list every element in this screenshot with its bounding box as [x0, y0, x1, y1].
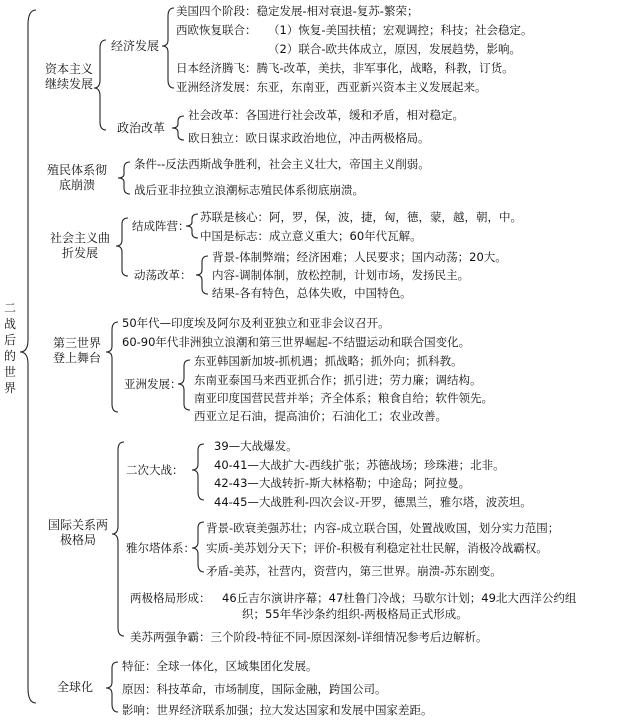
- asia-line2: 东南亚泰国马来西亚抓合作；抓引进；劳力廉；调结构。: [194, 373, 482, 387]
- globalization-title: 全球化: [56, 680, 93, 694]
- capitalism-title: 资本主义继续发展: [44, 62, 93, 91]
- colonial-africa: 战后亚非拉独立浪潮标志殖民体系彻底崩溃。: [134, 183, 364, 197]
- root-brace: [20, 10, 36, 703]
- asia-line4: 西亚立足石油，提高油价；石油化工；农业改善。: [194, 409, 447, 423]
- turmoil-line1: 背景-体制弊端；经济困难；人民要求；国内动荡；20大。: [212, 250, 507, 264]
- turmoil-label: 动荡改革：: [134, 268, 192, 282]
- economy-us: 美国四个阶段：稳定发展-相对衰退-复苏-繁荣；: [176, 4, 419, 18]
- third-world-50s: 50年代—印度埃及阿尔及利亚独立和亚非会议召开。: [122, 316, 390, 330]
- colonial-title: 殖民体系彻底崩溃: [46, 163, 107, 192]
- colonial-cond: 条件--反法西斯战争胜利，社会主义壮大，帝国主义削弱。: [134, 157, 430, 171]
- camp-label: 结成阵营：: [132, 219, 190, 233]
- asia-line3: 南亚印度国营民营并举；齐全体系；粮食自给；软件领先。: [194, 391, 493, 405]
- intl-brace: [112, 442, 124, 636]
- ww2-label: 二次大战：: [126, 463, 184, 477]
- bipolar-label: 两极格局形成：: [130, 591, 211, 605]
- ww2-l4: 44-45—大战胜利-四次会议-开罗，德黑兰，雅尔塔，波茨坦。: [214, 495, 532, 509]
- globalization-brace: [106, 662, 118, 712]
- yalta-l1: 背景-欧衰美强苏壮；内容-成立联合国，处置战败国，划分实力范围；: [206, 521, 560, 535]
- asia-label: 亚洲发展：: [124, 377, 182, 391]
- economy-japan: 日本经济腾飞：腾飞-改革，美扶，非军事化，战略，科教，订货。: [176, 61, 514, 75]
- economy-we-title: 西欧恢复联合：: [176, 23, 257, 37]
- politics-eu-jp: 欧日独立：欧日谋求政治地位，冲击两极格局。: [188, 131, 430, 145]
- turmoil-line3: 结果-各有特色，总体失败，中国特色。: [212, 286, 412, 300]
- economy-we-1: （1）恢复-美国扶植；宏观调控；科技；社会稳定。: [268, 23, 533, 37]
- yalta-label: 雅尔塔体系：: [126, 541, 195, 555]
- economy-we-2: （2）联合-欧共体成立，原因，发展趋势，影响。: [268, 42, 521, 56]
- bipolar-l1: 46丘吉尔演讲序幕；47杜鲁门冷战；马歇尔计划；49北大西洋公约组: [222, 591, 577, 605]
- root-title: 二战后的世界: [3, 301, 16, 395]
- globalization-feature: 特征：全球一体化，区域集团化发展。: [122, 659, 318, 673]
- socialism-title: 社会主义曲折发展: [49, 231, 110, 260]
- globalization-cause: 原因：科技革命，市场制度，国际金融，跨国公司。: [122, 682, 387, 696]
- intl-title: 国际关系两极格局: [47, 518, 108, 547]
- turmoil-brace: [196, 256, 208, 294]
- rivalry: 美苏两强争霸：三个阶段-特征不同-原因深刻-详细情况参考后边解析。: [130, 630, 488, 644]
- third-world-6090: 60-90年代非洲独立浪潮和第三世界崛起-不结盟运动和联合国变化。: [122, 335, 471, 349]
- yalta-l3: 矛盾-美苏，社营内，资营内，第三世界。崩溃-苏东剧变。: [206, 564, 502, 578]
- socialism-brace: [116, 218, 128, 276]
- economy-asia: 亚洲经济发展：东亚，东南亚，西亚新兴资本主义发展起来。: [176, 80, 487, 94]
- politics-label: 政治改革: [116, 121, 165, 135]
- asia-line1: 东亚韩国新加坡-抓机遇；抓战略；抓外向；抓科教。: [194, 354, 463, 368]
- ww2-brace: [192, 444, 204, 500]
- third-world-title: 第三世界登上舞台: [52, 336, 101, 365]
- capitalism-brace: [94, 40, 106, 130]
- ww2-l2: 40-41—大战扩大-西线扩张；苏德战场；珍珠港；北非。: [214, 458, 505, 472]
- camp-line2: 中国是标志：成立意义重大；60年代瓦解。: [200, 229, 422, 243]
- turmoil-line2: 内容-调制体制，放松控制，计划市场，发扬民主。: [212, 268, 470, 282]
- ww2-l1: 39—大战爆发。: [214, 439, 298, 453]
- third-world-brace: [106, 322, 118, 412]
- bipolar-l2: 织；55年华沙条约组织-两极格局正式形成。: [242, 607, 468, 621]
- economy-label: 经济发展: [110, 39, 159, 53]
- globalization-impact: 影响：世界经济联系加强；拉大发达国家和发展中国家差距。: [122, 703, 433, 717]
- camp-line1: 苏联是核心：阿，罗，保，波，捷，匈，德，蒙，越，朝，中。: [200, 210, 522, 224]
- politics-brace: [172, 116, 184, 140]
- colonial-brace: [118, 162, 130, 194]
- ww2-l3: 42-43—大战转折-斯大林格勒；中途岛；阿拉曼。: [214, 476, 471, 490]
- politics-social: 社会改革：各国进行社会改革，缓和矛盾，相对稳定。: [188, 108, 464, 122]
- yalta-l2: 实质-美苏划分天下；评价-积极有利稳定社壮民解，消极冷战霸权。: [206, 541, 548, 555]
